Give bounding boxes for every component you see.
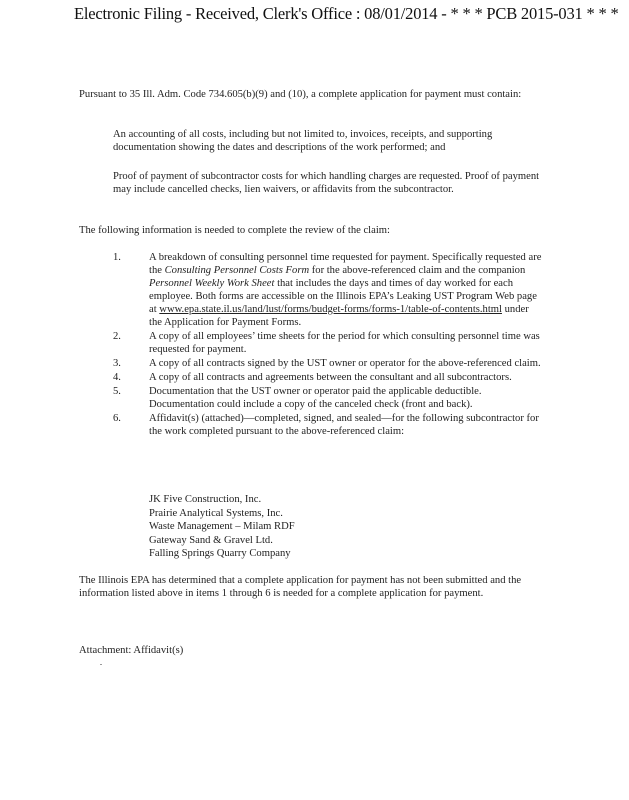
subcontractor-name: Gateway Sand & Gravel Ltd. (149, 534, 273, 546)
item-text: A copy of all contracts signed by the UST owner or operator for the above-referenced claim. (149, 358, 541, 369)
form-name-weekly-work-sheet: Personnel Weekly Work Sheet (149, 278, 275, 289)
list-item (113, 412, 543, 438)
item-text: Documentation that the UST owner or operator paid the applicable deductible. Documentation could include a copy of the canceled check (front and back). (149, 386, 482, 410)
item-text: A copy of all employees’ time sheets for the period for which consulting personnel time was requested for payment. (149, 331, 540, 355)
list-item (113, 371, 543, 384)
list-item (113, 330, 543, 356)
requirement-proof-of-payment: Proof of payment of subcontractor costs for which handling charges are requested. Proof of payment may include cancelled checks, lien waivers, or affidavits from the subcontractor. (113, 171, 540, 195)
item-number: 4. (113, 372, 121, 383)
list-item (113, 385, 543, 411)
requirement-accounting: An accounting of all costs, including but not limited to, invoices, receipts, and supporting documentation showing the dates and descriptions of the work performed; and (113, 129, 493, 153)
item-number: 2. (113, 331, 121, 342)
item-text-part: for the above-referenced claim and the companion (309, 265, 526, 276)
list-item (113, 357, 543, 370)
numbered-items-list (113, 251, 543, 438)
subcontractor-list (149, 493, 295, 561)
filing-stamp-header: Electronic Filing - Received, Clerk's Office : 08/01/2014 - * * * PCB 2015-031 * * * (74, 4, 619, 23)
intro-paragraph: Pursuant to 35 Ill. Adm. Code 734.605(b)(9) and (10), a complete application for payment must contain: (79, 89, 522, 100)
subcontractor-name: Waste Management – Milam RDF (149, 521, 295, 532)
item-number: 3. (113, 358, 121, 369)
item-number: 5. (113, 386, 121, 397)
item-text-part: that includes the days and times of day worked for each employee. Both forms are accessible on the Illinois EPA’s Leaking UST Program Web page at (149, 278, 537, 315)
item-text (149, 251, 543, 329)
item-text: Affidavit(s) (attached)—completed, signed, and sealed—for the following subcontractor for the work completed pursuant to the above-referenced claim: (149, 413, 539, 437)
item-text: A copy of all contracts and agreements between the consultant and all subcontractors. (149, 372, 512, 383)
closing-paragraph: The Illinois EPA has determined that a complete application for payment has not been submitted and the information listed above in items 1 through 6 is needed for a complete application for payment. (79, 575, 522, 599)
subcontractor-name: Prairie Analytical Systems, Inc. (149, 507, 283, 519)
lead-in-paragraph: The following information is needed to complete the review of the claim: (79, 225, 390, 236)
item-text-part: under the Application for Payment Forms. (149, 304, 529, 328)
attachment-line: Attachment: Affidavit(s) (79, 645, 184, 656)
item-text-part: A breakdown of consulting personnel time requested for payment. Specifically requested are the (149, 252, 542, 276)
subcontractor-name: Falling Springs Quarry Company (149, 548, 291, 559)
list-item (113, 251, 543, 329)
item-number: 6. (113, 413, 121, 424)
form-name-consulting-costs: Consulting Personnel Costs Form (164, 265, 310, 276)
item-number: 1. (113, 252, 121, 263)
scan-speck (100, 664, 102, 665)
subcontractor-name: JK Five Construction, Inc. (149, 494, 262, 505)
forms-web-link[interactable]: www.epa.state.il.us/land/lust/forms/budget-forms/forms-1/table-of-contents.html (159, 304, 502, 315)
